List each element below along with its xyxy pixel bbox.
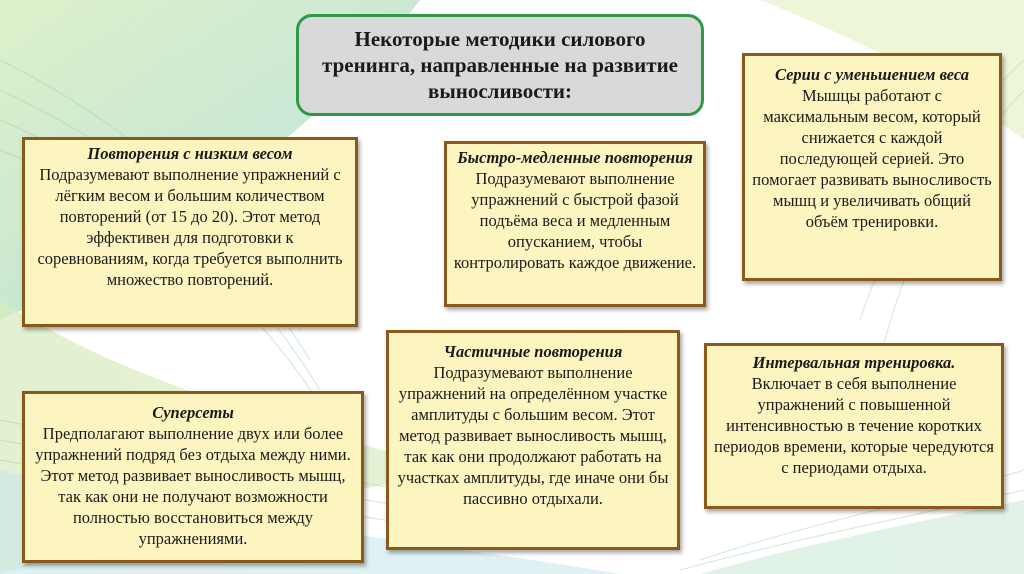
- slide-title-text: Некоторые методики силового тренинга, направленные на развитие выносливости:: [322, 27, 678, 103]
- card-heading: Суперсеты: [152, 403, 234, 422]
- card-text: Мышцы работают с максимальным весом, который снижается с каждой последующей серией. Это помогает развивать выносливость мышц и увеличивать общий объём тренировки.: [752, 86, 992, 231]
- slide-title: [296, 14, 704, 116]
- card-fast-slow-reps: [444, 141, 706, 307]
- card-heading: Частичные повторения: [443, 342, 623, 361]
- card-text: Предполагают выполнение двух или более упражнений подряд без отдыха между ними. Этот метод развивает выносливость мышц, так как они не получают возможности полностью восстановиться между упражнениями.: [35, 424, 351, 548]
- card-heading: Повторения с низким весом: [87, 144, 293, 163]
- card-heading: Быстро-медленные повторения: [457, 148, 693, 167]
- card-low-weight-reps: [22, 137, 358, 327]
- card-supersets: [22, 391, 364, 563]
- card-heading: Серии с уменьшением веса: [774, 65, 970, 84]
- card-text: Включает в себя выполнение упражнений с повышенной интенсивностью в течение коротких периодов времени, которые чередуются с периодами отдыха.: [714, 374, 994, 477]
- card-text: Подразумевают выполнение упражнений с быстрой фазой подъёма веса и медленным опусканием, чтобы контролировать каждое движение.: [453, 169, 697, 272]
- card-drop-sets: [742, 53, 1002, 281]
- card-heading: Интервальная тренировка.: [752, 353, 956, 372]
- card-text: Подразумевают выполнение упражнений на определённом участке амплитуды с большим весом. Этот метод развивает выносливость мышц, так как они продолжают работать на участках амплитуды, где иначе они бы пассивно отдыхали.: [397, 363, 669, 508]
- card-text: Подразумевают выполнение упражнений с лёгким весом и большим количеством повторений (от 15 до 20). Этот метод эффективен для подготовки к соревнованиям, когда требуется выполнить множество повторений.: [37, 165, 343, 289]
- card-interval-training: [704, 343, 1004, 509]
- card-partial-reps: [386, 330, 680, 550]
